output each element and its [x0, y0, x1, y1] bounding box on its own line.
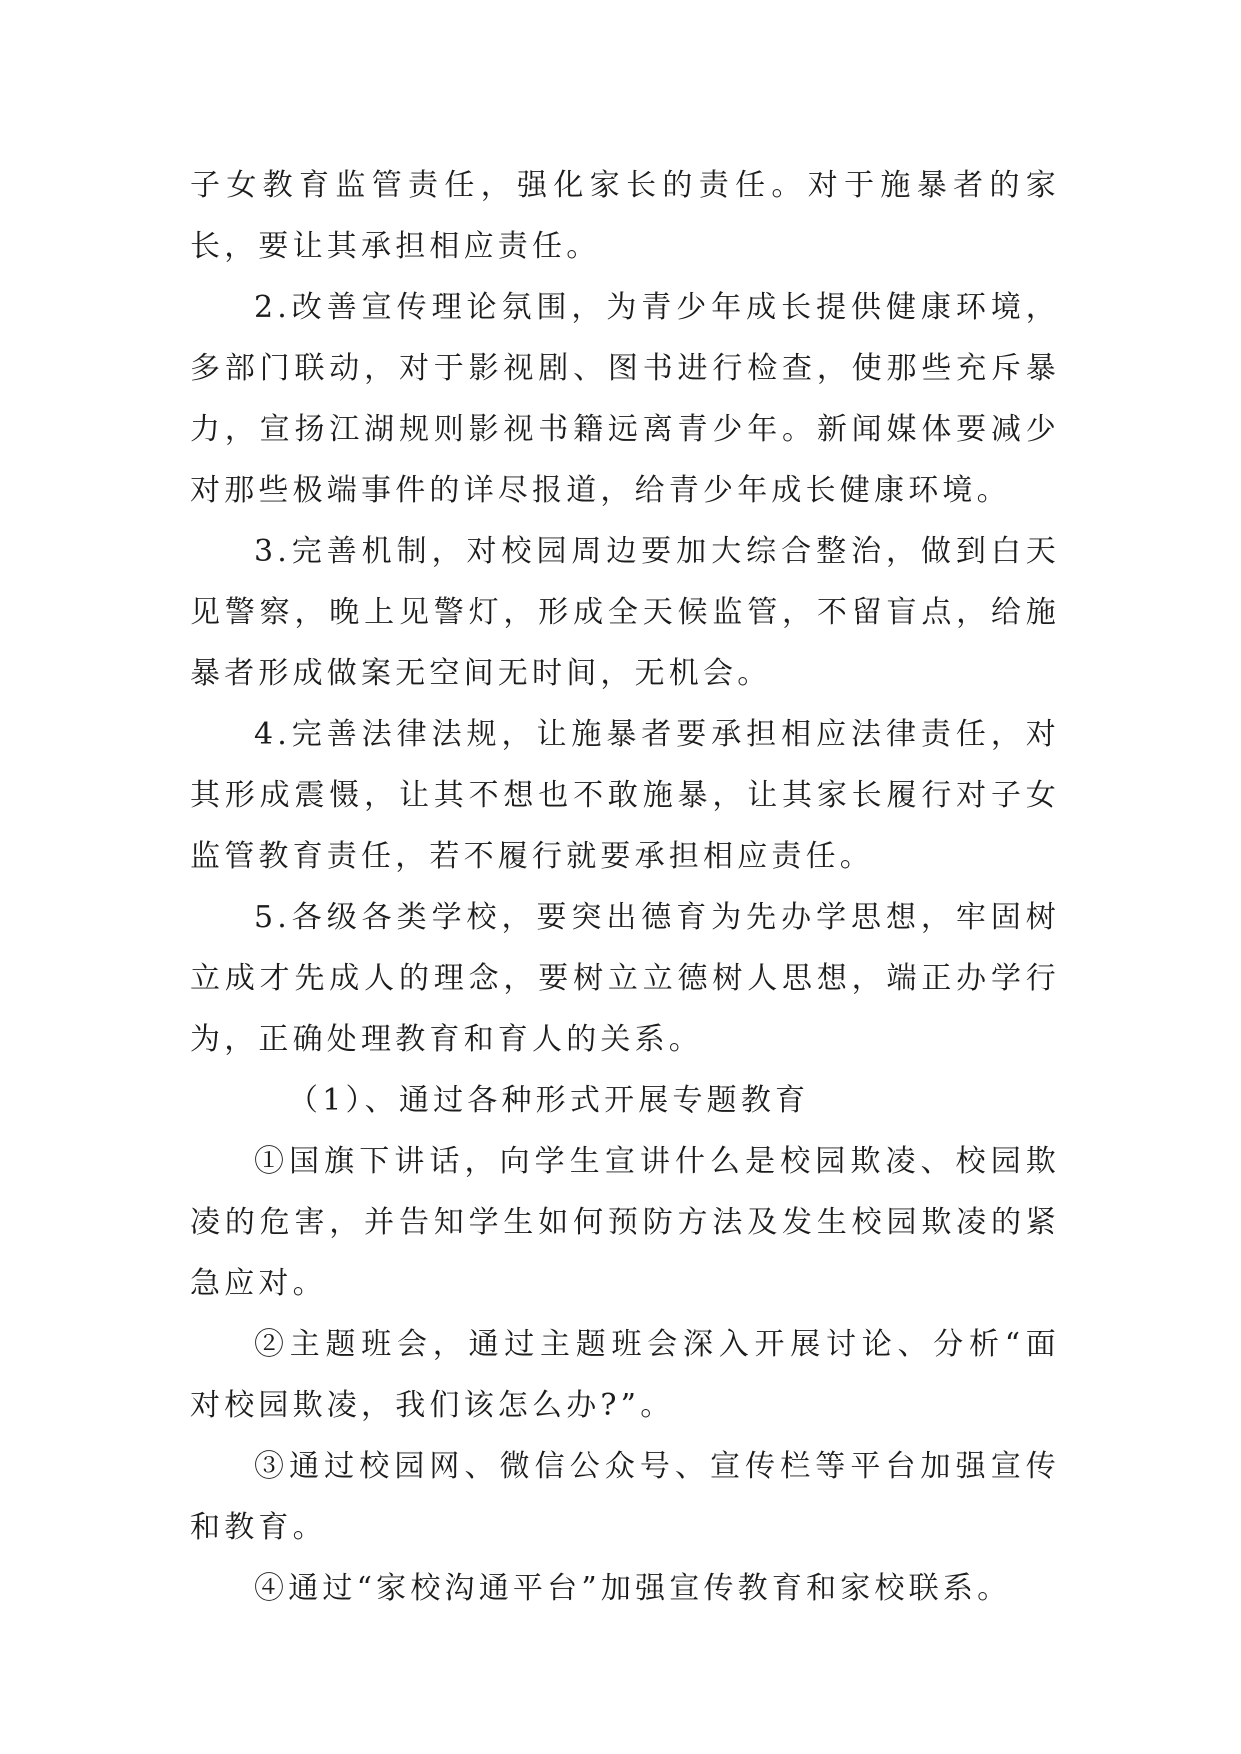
paragraph-item-4: 4.完善法律法规，让施暴者要承担相应法律责任，对其形成震慑，让其不想也不敢施暴，让其家长履行对子女监管教育责任，若不履行就要承担相应责任。 [190, 717, 1060, 874]
paragraph-item-5: 5.各级各类学校，要突出德育为先办学思想，牢固树立成才先成人的理念，要树立立德树人思想，端正办学行为，正确处理教育和育人的关系。 [190, 900, 1060, 1057]
paragraph-item-2: 2.改善宣传理论氛围，为青少年成长提供健康环境，多部门联动，对于影视剧、图书进行检查，使那些充斥暴力，宣扬江湖规则影视书籍远离青少年。新闻媒体要减少对那些极端事件的详尽报道，给青少年成长健康环境。 [190, 290, 1060, 508]
paragraph-circled-2: ②主题班会，通过主题班会深入开展讨论、分析“面对校园欺凌，我们该怎么办?”。 [190, 1327, 1060, 1423]
paragraph-circled-1: ①国旗下讲话，向学生宣讲什么是校园欺凌、校园欺凌的危害，并告知学生如何预防方法及发生校园欺凌的紧急应对。 [190, 1144, 1060, 1301]
paragraph-circled-3: ③通过校园网、微信公众号、宣传栏等平台加强宣传和教育。 [190, 1449, 1060, 1545]
document-page [190, 155, 1060, 1619]
paragraph-item-3: 3.完善机制，对校园周边要加大综合整治，做到白天见警察，晚上见警灯，形成全天候监管，不留盲点，给施暴者形成做案无空间无时间，无机会。 [190, 534, 1060, 691]
paragraph-continuation: 子女教育监管责任，强化家长的责任。对于施暴者的家长，要让其承担相应责任。 [190, 168, 1060, 264]
subheading-special-education: （1）、通过各种形式开展专题教育 [288, 1083, 810, 1118]
paragraph-circled-4: ④通过“家校沟通平台”加强宣传教育和家校联系。 [254, 1571, 1012, 1606]
